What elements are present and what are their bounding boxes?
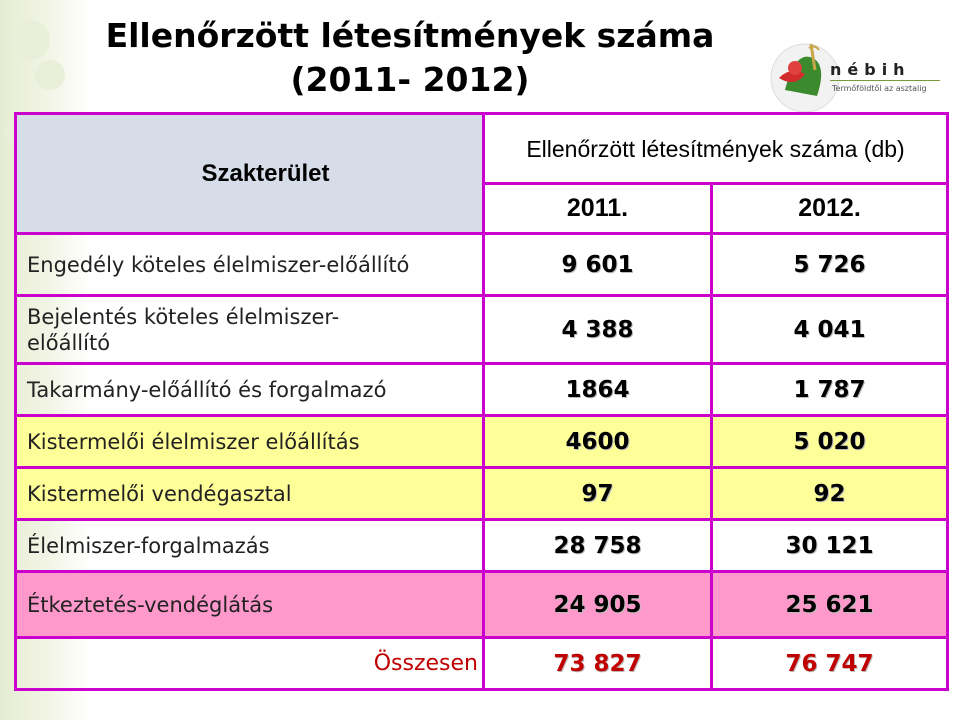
facilities-table bbox=[14, 112, 949, 691]
slide-title bbox=[40, 14, 780, 102]
row-label: Bejelentés köteles élelmiszer-előállító bbox=[16, 296, 484, 364]
total-2012: 76 747 bbox=[712, 638, 948, 690]
value-2011: 4600 bbox=[484, 416, 712, 468]
value-2012: 30 121 bbox=[712, 520, 948, 572]
row-label: Kistermelői vendégasztal bbox=[16, 468, 484, 520]
value-2012: 1 787 bbox=[712, 364, 948, 416]
row-label: Élelmiszer-forgalmazás bbox=[16, 520, 484, 572]
total-2011: 73 827 bbox=[484, 638, 712, 690]
header-group-cell bbox=[484, 114, 948, 184]
value-2011: 9 601 bbox=[484, 234, 712, 296]
value-2012: 92 bbox=[712, 468, 948, 520]
total-label: Összesen bbox=[16, 638, 484, 690]
value-2011: 4 388 bbox=[484, 296, 712, 364]
row-label: Étkeztetés-vendéglátás bbox=[16, 572, 484, 638]
slide-title-line2: (2011- 2012) bbox=[290, 60, 530, 99]
value-2012: 25 621 bbox=[712, 572, 948, 638]
row-label: Kistermelői élelmiszer előállítás bbox=[16, 416, 484, 468]
table-row bbox=[16, 520, 948, 572]
row-label: Takarmány-előállító és forgalmazó bbox=[16, 364, 484, 416]
logo-divider bbox=[830, 80, 940, 81]
row-label: Engedély köteles élelmiszer-előállító bbox=[16, 234, 484, 296]
logo-name: nébih bbox=[830, 60, 911, 79]
value-2011: 28 758 bbox=[484, 520, 712, 572]
table-row bbox=[16, 296, 948, 364]
table-row bbox=[16, 234, 948, 296]
table-row bbox=[16, 416, 948, 468]
table-row bbox=[16, 468, 948, 520]
logo-tagline: Termőföldtől az asztalig bbox=[832, 84, 927, 93]
header-year-2012: 2012. bbox=[712, 184, 948, 234]
header-area-label: Szakterület bbox=[201, 159, 330, 187]
value-2011: 24 905 bbox=[484, 572, 712, 638]
header-area-cell bbox=[16, 114, 484, 234]
value-2011: 1864 bbox=[484, 364, 712, 416]
table-row bbox=[16, 572, 948, 638]
slide-title-line1: Ellenőrzött létesítmények száma bbox=[105, 16, 715, 55]
header-group-label: Ellenőrzött létesítmények száma (db) bbox=[526, 135, 905, 162]
value-2012: 4 041 bbox=[712, 296, 948, 364]
value-2012: 5 020 bbox=[712, 416, 948, 468]
table-row bbox=[16, 364, 948, 416]
total-row bbox=[16, 638, 948, 690]
header-year-2011: 2011. bbox=[484, 184, 712, 234]
value-2012: 5 726 bbox=[712, 234, 948, 296]
value-2011: 97 bbox=[484, 468, 712, 520]
